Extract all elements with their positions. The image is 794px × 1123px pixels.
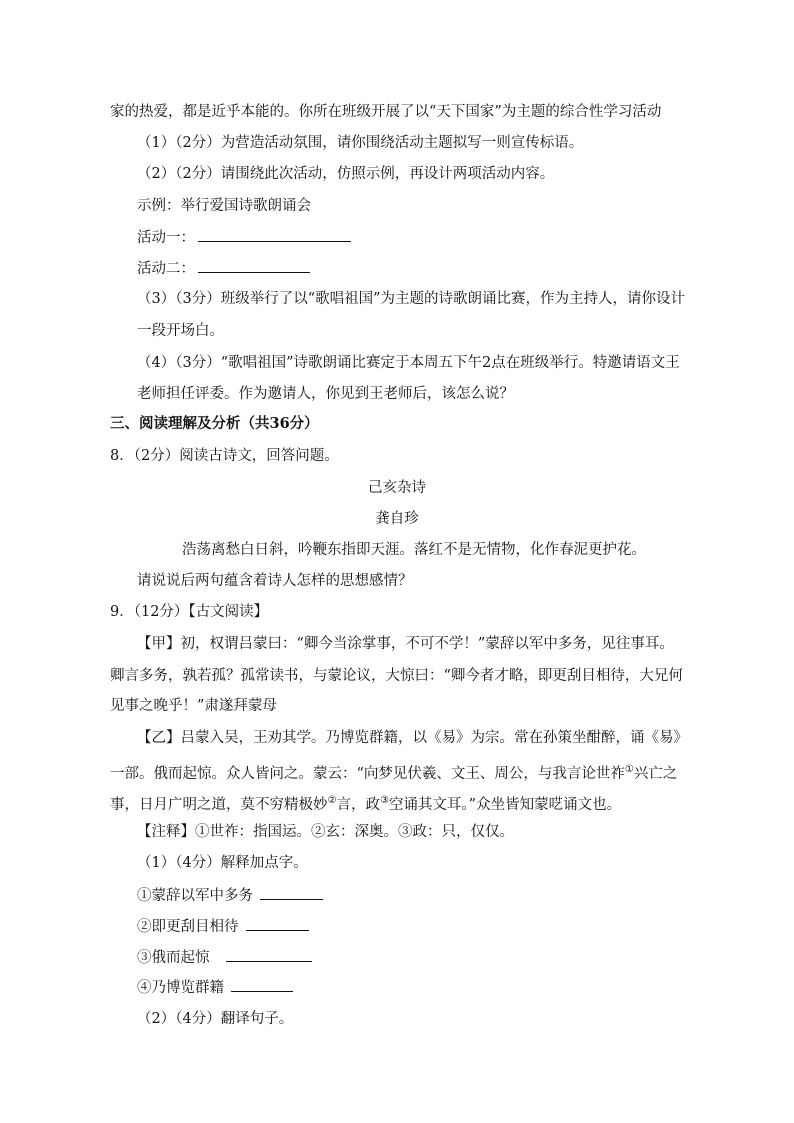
passage-jia-line-1: 【甲】初，权谓吕蒙曰：“卿今当涂掌事，不可不学！”蒙辞以军中多务，见往事耳。 xyxy=(137,636,674,652)
activity-two-line xyxy=(137,258,310,279)
passage-yi-line-2: 一部。俄而起惊。众人皆问之。蒙云：“向梦见伏羲、文王、周公，与我言论世祚①兴亡之 xyxy=(110,764,678,782)
item-4-line xyxy=(137,977,293,998)
question-9-1: （1）（4分）解释加点字。 xyxy=(137,855,308,871)
passage-jia-line-3: 见事之晚乎！”肃遂拜蒙母 xyxy=(110,698,277,714)
footnote-marker-1: ① xyxy=(624,764,634,775)
item-2-text: ②即更刮目相待 xyxy=(137,919,239,935)
footnote-marker-3: ③ xyxy=(379,795,389,806)
footnote-marker-2: ② xyxy=(327,795,337,806)
question-9: 9．（12分）【古文阅读】 xyxy=(110,604,269,620)
item-4-text: ④乃博览群籍 xyxy=(137,980,224,996)
item-3-text: ③俄而起惊 xyxy=(137,950,210,966)
item-1-blank[interactable] xyxy=(260,885,323,900)
item-1-text: ①蒙辞以军中多务 xyxy=(137,888,253,904)
item-2-line xyxy=(137,916,309,937)
question-9-2: （2）（4分）翻译句子。 xyxy=(137,1011,294,1027)
example-text: 示例：举行爱国诗歌朗诵会 xyxy=(137,198,311,214)
question-7-3-cont: 一段开场白。 xyxy=(137,323,224,339)
item-2-blank[interactable] xyxy=(246,916,309,931)
passage-yi-line-3: 事，日月广明之道，莫不穷精极妙②言，政③空诵其文耳。”众坐皆知蒙呓诵文也。 xyxy=(110,795,622,813)
question-8: 8．（2分）阅读古诗文，回答问题。 xyxy=(110,448,339,464)
poem-title: 己亥杂诗 xyxy=(368,480,426,496)
item-3-blank[interactable] xyxy=(226,947,312,962)
poem-author: 龚自珍 xyxy=(375,511,419,527)
item-4-blank[interactable] xyxy=(231,977,293,992)
question-7-4: （4）（3分）“歌唱祖国”诗歌朗诵比赛定于本周五下午2点在班级举行。特邀请语文王 xyxy=(137,355,680,371)
question-7-3: （3）（3分）班级举行了以“歌唱祖国”为主题的诗歌朗诵比赛，作为主持人，请你设计 xyxy=(137,291,686,307)
poem-body: 浩荡离愁白日斜，吟鞭东指即天涯。落红不是无情物，化作春泥更护花。 xyxy=(182,542,646,558)
question-8-prompt: 请说说后两句蕴含着诗人怎样的思想感情？ xyxy=(137,573,413,589)
activity-one-blank[interactable] xyxy=(198,227,351,242)
annotation-note: 【注释】①世祚：指国运。②玄：深奥。③政：只，仅仅。 xyxy=(137,824,514,840)
passage-jia-line-2: 卿言多务，孰若孤？孤常读书，与蒙论议，大惊曰：“卿今者才略，即更刮目相待，大兄何 xyxy=(110,668,683,684)
intro-text-line: 家的热爱，都是近乎本能的。你所在班级开展了以“天下国家”为主题的综合性学习活动 xyxy=(110,104,662,120)
item-3-line xyxy=(137,947,312,968)
section-3-heading: 三、阅读理解及分析（共36分） xyxy=(110,415,319,432)
question-7-4-cont: 老师担任评委。作为邀请人，你见到王老师后，该怎么说？ xyxy=(137,386,514,402)
question-7-1: （1）（2分）为营造活动氛围，请你围绕活动主题拟写一则宣传标语。 xyxy=(137,135,584,151)
activity-one-label: 活动一： xyxy=(137,230,195,246)
item-1-line xyxy=(137,885,323,906)
activity-two-label: 活动二： xyxy=(137,261,195,277)
activity-two-blank[interactable] xyxy=(198,258,310,273)
question-7-2: （2）（2分）请围绕此次活动，仿照示例，再设计两项活动内容。 xyxy=(137,166,555,182)
passage-yi-line-1: 【乙】吕蒙入吴，王劝其学。乃博览群籍，以《易》为宗。常在孙策坐酣醉，诵《易》 xyxy=(137,730,688,746)
activity-one-line xyxy=(137,227,351,248)
